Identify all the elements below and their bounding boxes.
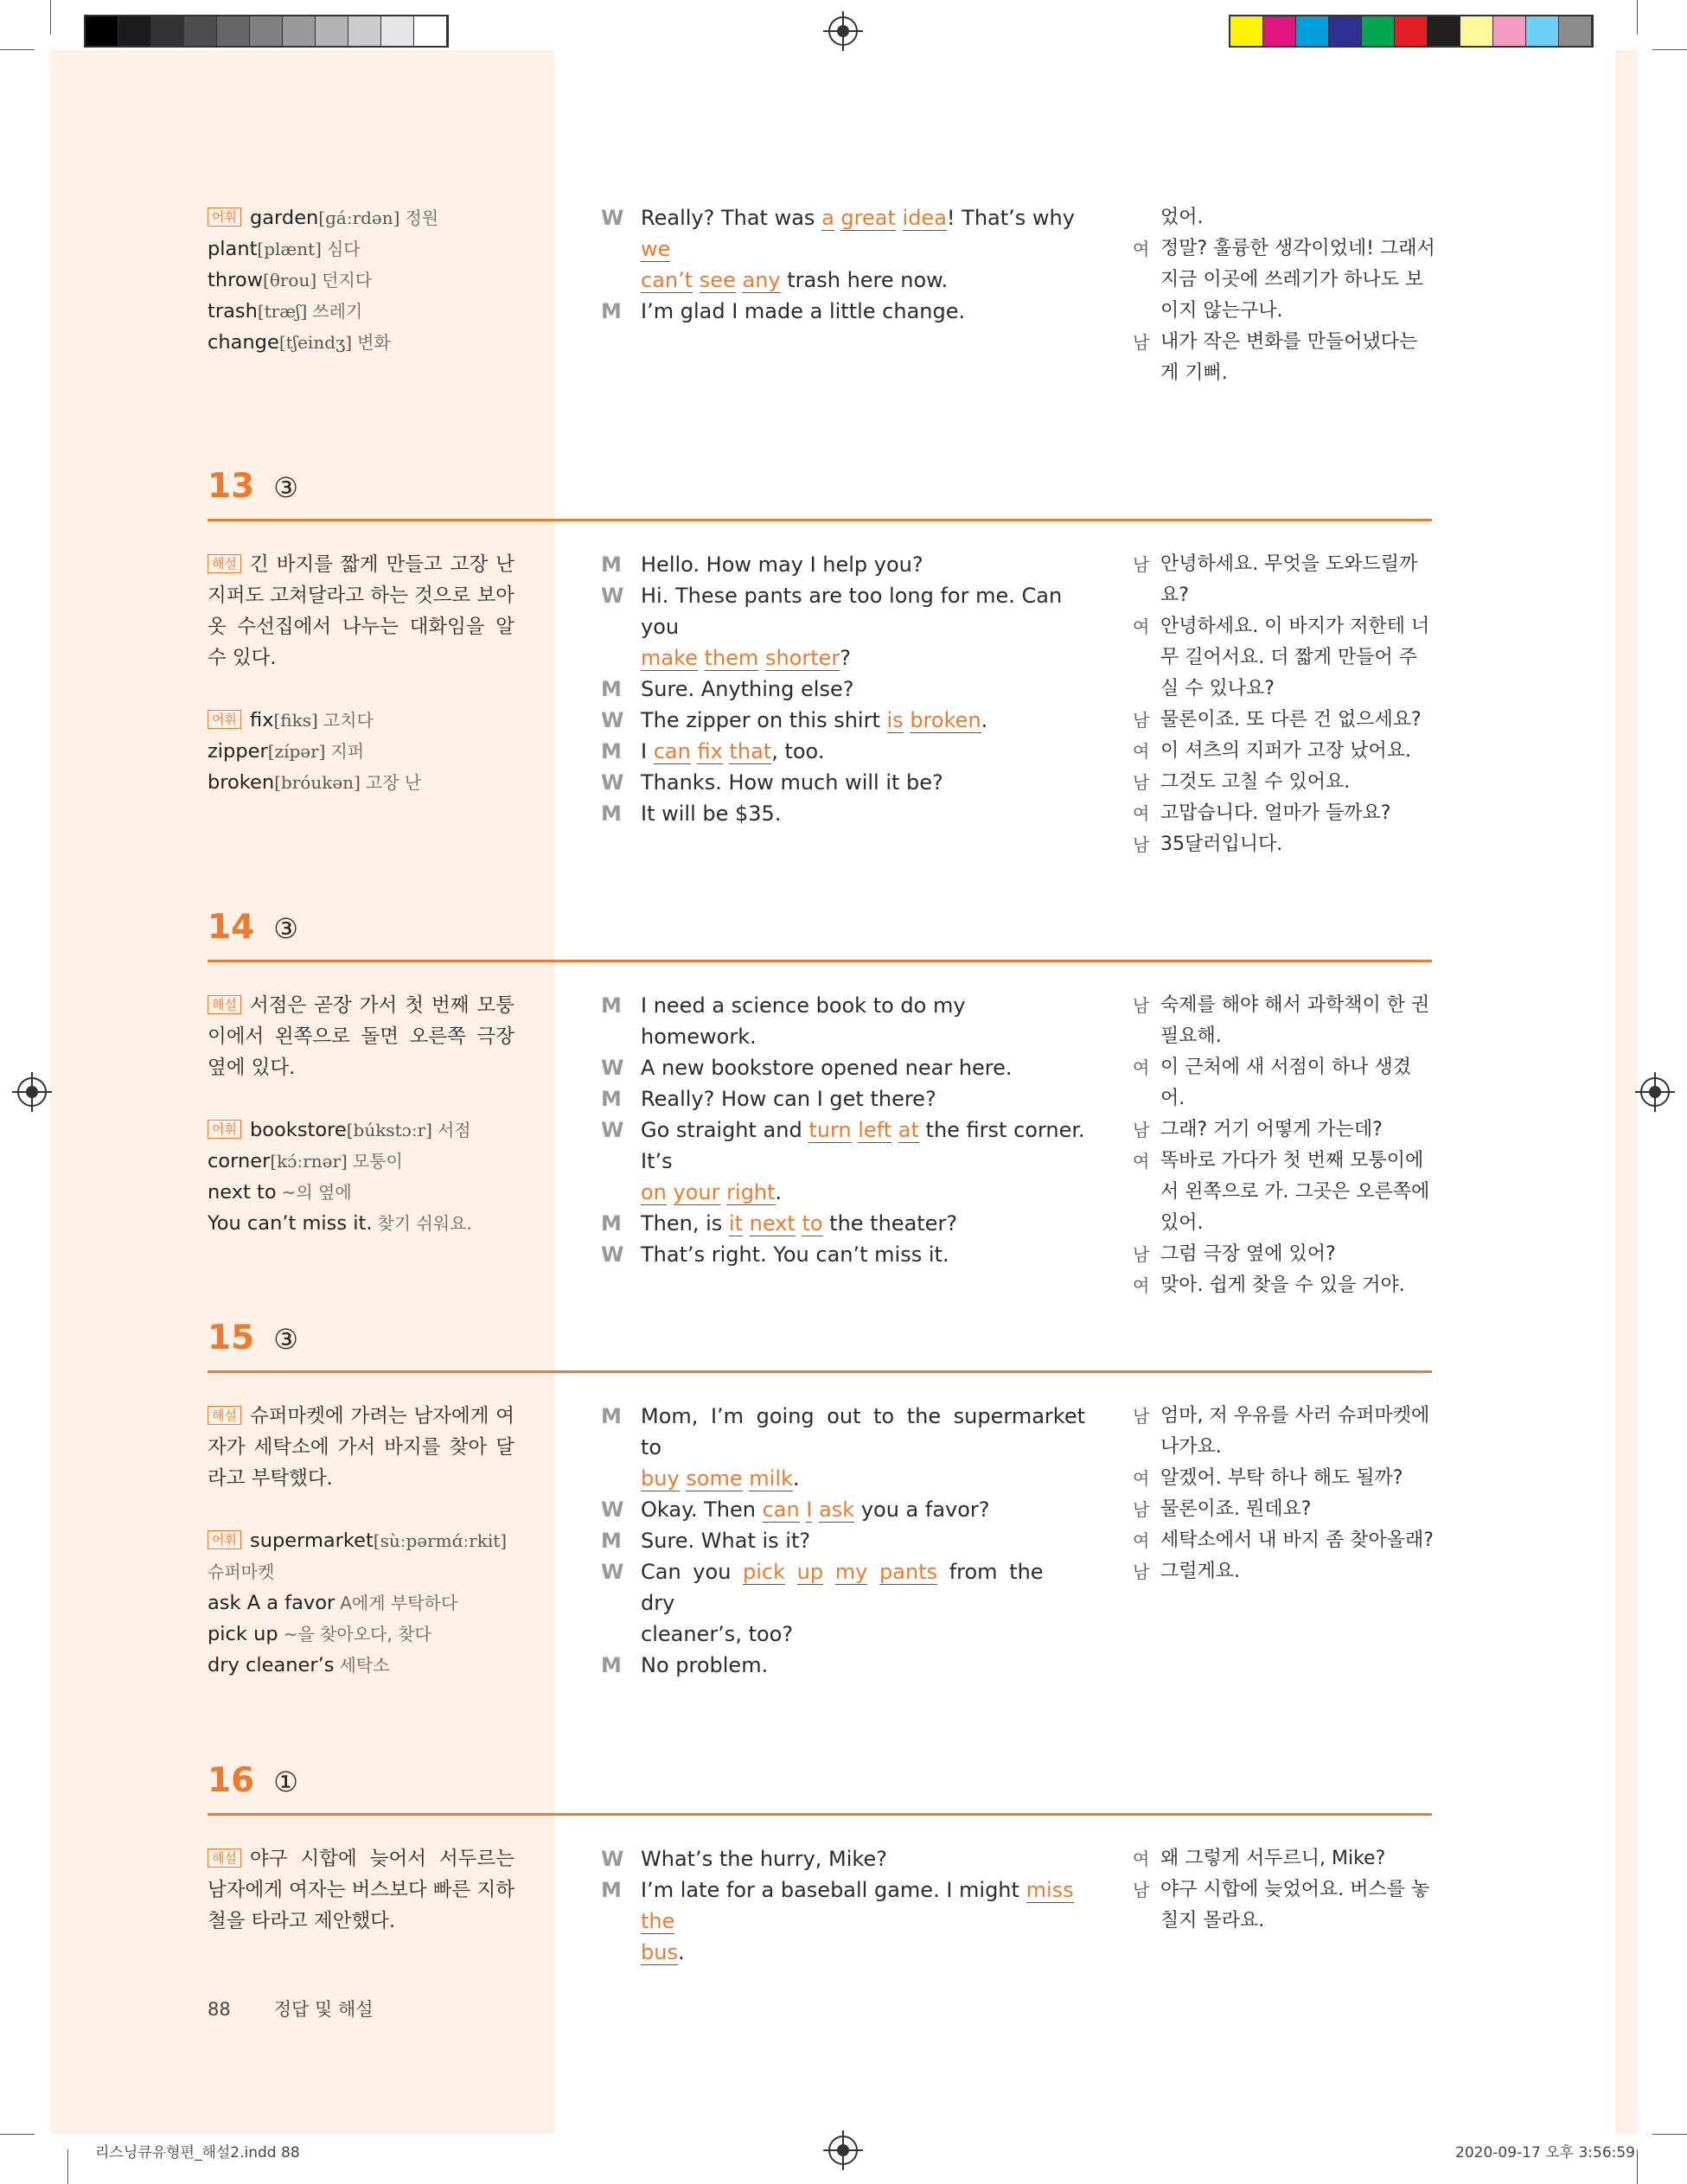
speaker-label: M: [601, 993, 622, 1018]
vocab-word: fix: [249, 709, 274, 731]
answer-blank: some: [686, 1466, 743, 1491]
answer-blank: see: [699, 268, 736, 292]
answer-blank: idea: [902, 206, 947, 230]
vocab-meaning: 던지다: [322, 270, 373, 291]
vocab-word: You can’t miss it.: [208, 1212, 373, 1235]
page-number: 88: [208, 1999, 231, 2020]
answer-blank: bus: [641, 1940, 678, 1964]
vocab-word: bookstore: [249, 1119, 347, 1141]
vocab-ipa: [plænt]: [257, 239, 322, 259]
q14-notes: 해설 서점은 곧장 가서 첫 번째 모퉁이에서 왼쪽으로 돌면 오른쪽 극장 옆에 있다. 어휘 bookstore[búkstɔːr] 서점 corner[kɔ́ːrnər] 모퉁이 next to ~의 옆에 You can’t miss it. 찾기 쉬워요.: [208, 994, 514, 1235]
translation-line: 똑바로 가다가 첫 번째 모퉁이에서 왼쪽으로 가. 그곳은 오른쪽에 있어.: [1160, 1150, 1430, 1234]
speaker-label: M: [601, 552, 622, 577]
translation-line: 내가 작은 변화를 만들어냈다는 게 기뻐.: [1160, 331, 1418, 384]
speaker-label: W: [601, 1242, 624, 1267]
answer-blank: pants: [879, 1560, 938, 1584]
vocab-meaning: 변화: [357, 332, 391, 353]
translation-line: 안녕하세요. 이 바지가 저한테 너무 길어서요. 더 짧게 만들어 주실 수 있나요?: [1160, 616, 1430, 699]
speaker-label: M: [601, 1211, 622, 1236]
speaker-label: M: [601, 1878, 622, 1902]
explanation-tag: 해설: [208, 554, 241, 573]
q15-dialog: M Mom, I’m going out to the supermarket to buy some milk. W Okay. Then can I ask you a favor? M Sure. What is it? W Can you pick up my pants from the dry cleaner’s, too? M No problem.: [601, 1401, 1085, 1681]
grayscale-swatch-bar: [84, 15, 449, 48]
vocab-ipa: [træʃ]: [257, 301, 308, 322]
slug-timestamp: 2020-09-17 오후 3:56:59: [1455, 2144, 1635, 2162]
answer-blank: fix: [697, 739, 723, 763]
vocab-ipa: [θrou]: [263, 270, 317, 291]
question-number: 13: [208, 467, 255, 506]
crop-mark: [0, 2134, 35, 2135]
translation-line: 그것도 고칠 수 있어요.: [1160, 771, 1351, 793]
speaker-label: M: [601, 1087, 622, 1111]
answer-blank: pick: [743, 1560, 786, 1584]
vocab-word: next to: [208, 1181, 277, 1204]
speaker-label: W: [601, 584, 624, 608]
question-answer: ③: [273, 471, 298, 504]
top-vocab: [208, 202, 514, 358]
explanation-text: 서점은 곧장 가서 첫 번째 모퉁이에서 왼쪽으로 돌면 오른쪽 극장 옆에 있다.: [208, 994, 514, 1079]
vocab-word: zipper: [208, 740, 268, 763]
answer-blank: make: [641, 646, 698, 670]
answer-blank: miss: [1026, 1878, 1074, 1902]
speaker-label: W: [601, 1056, 624, 1080]
vocab-word: throw: [208, 269, 264, 291]
vocab-meaning: 심다: [326, 239, 361, 259]
registration-mark-left: [17, 1077, 47, 1107]
translation-line: 왜 그렇게 서두르니, Mike?: [1160, 1848, 1386, 1869]
question-header-13: [208, 467, 298, 506]
vocab-meaning: 쓰레기: [312, 301, 363, 322]
translation-line: 었어.: [1160, 207, 1204, 228]
page-footer: [208, 1996, 417, 2021]
translation-line: 안녕하세요. 무엇을 도와드릴까요?: [1160, 553, 1418, 606]
speaker-label: M: [601, 1529, 622, 1553]
section-divider: [208, 1813, 1432, 1816]
translation-line: 맞아. 쉽게 찾을 수 있을 거야.: [1160, 1274, 1405, 1296]
answer-blank: left: [858, 1118, 892, 1142]
vocab-word: supermarket: [249, 1529, 374, 1552]
registration-mark-top: [828, 16, 858, 46]
answer-blank: the: [641, 1909, 675, 1933]
section-label: 정답 및 해설: [273, 1999, 374, 2020]
answer-blank: great: [840, 206, 896, 230]
answer-blank: can: [653, 739, 691, 763]
answer-blank: to: [802, 1211, 823, 1236]
top-translation: 었어. 여 정말? 훌륭한 생각이었네! 그래서 지금 이곳에 쓰레기가 하나도 보이지 않는구나. 남 내가 작은 변화를 만들어냈다는 게 기뻐.: [1133, 202, 1435, 389]
speaker-label: W: [601, 1498, 624, 1522]
registration-mark-bottom: [828, 2136, 858, 2165]
vocab-tag: 어휘: [208, 208, 241, 227]
vocab-word: garden: [249, 207, 319, 229]
answer-blank: it: [728, 1211, 743, 1236]
speaker-label: W: [601, 770, 624, 795]
speaker-label: W: [601, 1118, 624, 1142]
translation-line: 숙제를 해야 해서 과학책이 한 권 필요해.: [1160, 994, 1430, 1047]
vocab-word: change: [208, 331, 279, 354]
question-answer: ③: [273, 912, 298, 945]
answer-blank: at: [898, 1118, 919, 1142]
explanation-text: 긴 바지를 짧게 만들고 고장 난 지퍼도 고쳐달라고 하는 것으로 보아 옷 수선집에서 나누는 대화임을 알 수 있다.: [208, 553, 514, 669]
vocab-word: plant: [208, 238, 258, 260]
answer-blank: milk: [749, 1466, 793, 1491]
translation-line: 엄마, 저 우유를 사러 슈퍼마켓에 나가요.: [1160, 1405, 1430, 1458]
speaker-label: M: [601, 299, 622, 323]
question-header-16: [208, 1761, 298, 1800]
speaker-label: W: [601, 1560, 624, 1584]
crop-mark: [1652, 49, 1687, 50]
answer-blank: shorter: [764, 646, 840, 670]
registration-mark-right: [1640, 1077, 1670, 1107]
answer-blank: buy: [641, 1466, 680, 1491]
answer-blank: is: [886, 708, 904, 732]
speaker-label: M: [601, 677, 622, 701]
vocab-word: dry cleaner’s: [208, 1654, 335, 1676]
crop-mark: [1637, 0, 1638, 35]
q16-notes: [208, 1843, 514, 1937]
translation-line: 물론이죠. 뭔데요?: [1160, 1498, 1312, 1520]
translation-line: 고맙습니다. 얼마가 들까요?: [1160, 802, 1391, 824]
translation-line: 정말? 훌륭한 생각이었네! 그래서 지금 이곳에 쓰레기가 하나도 보이지 않는구나.: [1160, 238, 1435, 322]
question-number: 15: [208, 1319, 255, 1357]
q13-translation: 남 안녕하세요. 무엇을 도와드릴까요? 여 안녕하세요. 이 바지가 저한테 너무 길어서요. 더 짧게 만들어 주실 수 있나요? 남 물론이죠. 또 다른 건 없으세요? 여 이 셔츠의 지퍼가 고장 났어요. 남 그것도 고칠 수 있어요. 여 고맙습니다. 얼마가 들까요? 남 35달러입니다.: [1133, 549, 1435, 860]
answer-blank: ask: [819, 1498, 855, 1522]
q16-translation: 여 왜 그렇게 서두르니, Mike? 남 야구 시합에 늦었어요. 버스를 놓칠지 몰라요.: [1133, 1843, 1435, 1937]
question-answer: ③: [273, 1323, 298, 1356]
question-header-15: [208, 1319, 298, 1357]
crop-mark: [50, 0, 51, 35]
speaker-label: M: [601, 1653, 622, 1677]
answer-blank: right: [726, 1180, 776, 1204]
vocab-word: corner: [208, 1150, 271, 1172]
answer-blank: next: [749, 1211, 796, 1236]
speaker-label: M: [601, 739, 622, 763]
answer-blank: can’t: [641, 268, 693, 292]
vocab-tag: 어휘: [208, 1530, 241, 1549]
question-number: 14: [208, 908, 255, 947]
answer-blank: a: [821, 206, 834, 230]
answer-blank: up: [796, 1560, 824, 1584]
answer-blank: I: [806, 1498, 813, 1522]
answer-blank: on: [641, 1180, 667, 1204]
explanation-text: 야구 시합에 늦어서 서두르는 남자에게 여자는 버스보다 빠른 지하철을 타라고 제안했다.: [208, 1848, 514, 1932]
vocab-word: pick up: [208, 1623, 278, 1645]
answer-blank: can: [762, 1498, 800, 1522]
answer-blank: broken: [910, 708, 981, 732]
answer-blank: turn: [808, 1118, 852, 1142]
q14-translation: 남 숙제를 해야 해서 과학책이 한 권 필요해. 여 이 근처에 새 서점이 하나 생겼어. 남 그래? 거기 어떻게 가는데? 여 똑바로 가다가 첫 번째 모퉁이에서 왼쪽으로 가. 그곳은 오른쪽에 있어. 남 그럼 극장 옆에 있어? 여 맞아. 쉽게 찾을 수 있을 거야.: [1133, 990, 1435, 1301]
section-divider: [208, 960, 1432, 962]
question-header-14: [208, 908, 298, 947]
speaker-label: W: [601, 206, 624, 230]
speaker-label: M: [601, 801, 622, 826]
crop-mark: [0, 49, 35, 50]
answer-blank: we: [641, 237, 671, 261]
q15-notes: 해설 슈퍼마켓에 가려는 남자에게 여자가 세탁소에 가서 바지를 찾아 달라고 부탁했다. 어휘 supermarket[sùːpərmɑ́ːrkit] 슈퍼마켓 ask A a favor A에게 부탁하다 pick up ~을 찾아오다, 찾다 dry cleaner’s 세탁소: [208, 1405, 514, 1676]
crop-mark: [1652, 2134, 1687, 2135]
q15-translation: 남 엄마, 저 우유를 사러 슈퍼마켓에 나가요. 여 알겠어. 부탁 하나 해도 될까? 남 물론이죠. 뭔데요? 여 세탁소에서 내 바지 좀 찾아올래? 남 그럴게요.: [1133, 1401, 1435, 1587]
vocab-tag: 어휘: [208, 710, 241, 729]
translation-line: 이 셔츠의 지퍼가 고장 났어요.: [1160, 740, 1411, 762]
translation-line: 물론이죠. 또 다른 건 없으세요?: [1160, 709, 1422, 731]
vocab-ipa: [ɡáːrdən]: [318, 208, 400, 228]
section-divider: [208, 519, 1432, 521]
q16-dialog: W What’s the hurry, Mike? M I’m late for a baseball game. I might miss the bus.: [601, 1843, 1085, 1968]
speaker-label: W: [601, 1847, 624, 1871]
vocab-ipa: [tʃeindʒ]: [278, 332, 353, 353]
explanation-tag: 해설: [208, 1406, 241, 1425]
speaker-label: M: [601, 1404, 622, 1428]
vocab-tag: 어휘: [208, 1120, 241, 1139]
translation-line: 그럼 극장 옆에 있어?: [1160, 1243, 1336, 1265]
vocab-word: trash: [208, 300, 258, 322]
slug-filename: 리스닝큐유형편_해설2.indd 88: [95, 2144, 300, 2162]
color-swatch-bar: [1229, 15, 1594, 48]
question-answer: ①: [273, 1766, 298, 1798]
translation-line: 야구 시합에 늦었어요. 버스를 놓칠지 몰라요.: [1160, 1879, 1430, 1932]
dialog-line: M I’m glad I made a little change.: [601, 296, 1085, 327]
explanation-text: 슈퍼마켓에 가려는 남자에게 여자가 세탁소에 가서 바지를 찾아 달라고 부탁했다.: [208, 1405, 514, 1490]
explanation-tag: 해설: [208, 995, 241, 1014]
translation-line: 35달러입니다.: [1160, 833, 1283, 855]
vocab-word: broken: [208, 771, 275, 794]
answer-blank: that: [729, 739, 772, 763]
vocab-word: ask A a favor: [208, 1592, 335, 1614]
vocab-meaning: 정원: [405, 208, 439, 228]
translation-line: 그래? 거기 어떻게 가는데?: [1160, 1119, 1383, 1140]
answer-blank: them: [704, 646, 759, 670]
q14-dialog: M I need a science book to do my homework. W A new bookstore opened near here. M Really? How can I get there? W Go straight and turn left at the first corner. It’s on your right. M Then, is it next to the theater? W That’s right. You can’t miss it.: [601, 990, 1085, 1270]
translation-line: 그럴게요.: [1160, 1561, 1241, 1582]
translation-line: 세탁소에서 내 바지 좀 찾아올래?: [1160, 1529, 1434, 1551]
crop-mark: [1637, 2149, 1638, 2184]
crop-mark: [67, 2149, 68, 2184]
dialog-line: W Really? That was a great idea! That’s why we: [601, 202, 1085, 265]
speaker-label: W: [601, 708, 624, 732]
translation-line: 이 근처에 새 서점이 하나 생겼어.: [1160, 1057, 1411, 1109]
explanation-tag: 해설: [208, 1849, 241, 1868]
q13-notes: 해설 긴 바지를 짧게 만들고 고장 난 지퍼도 고쳐달라고 하는 것으로 보아 옷 수선집에서 나누는 대화임을 알 수 있다. 어휘 fix[fiks] 고치다 zipper[zípər] 지퍼 broken[bróukən] 고장 난: [208, 553, 514, 794]
answer-blank: any: [742, 268, 781, 292]
question-number: 16: [208, 1761, 255, 1800]
q13-dialog: M Hello. How may I help you? W Hi. These pants are too long for me. Can you make them shorter? M Sure. Anything else? W The zipper on this shirt is broken. M I can fix that, too. W Thanks. How much will it be? M It will be $35.: [601, 549, 1085, 829]
section-divider: [208, 1370, 1432, 1373]
translation-line: 알겠어. 부탁 하나 해도 될까?: [1160, 1467, 1403, 1489]
answer-blank: your: [673, 1180, 720, 1204]
dialog-line: can’t see any trash here now.: [641, 268, 949, 292]
answer-blank: my: [834, 1560, 868, 1584]
top-dialog: [601, 202, 1085, 327]
